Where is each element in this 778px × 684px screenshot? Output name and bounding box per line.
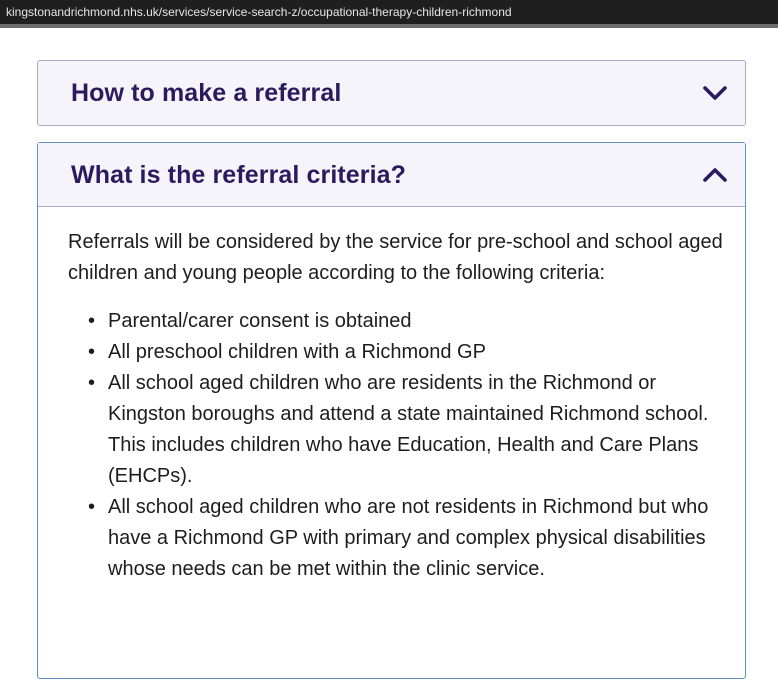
criteria-item-text: All school aged children who are not residents in Richmond but who have a Richmond GP with primary and complex physical disabilities whose needs can be met within the clinic service. — [108, 496, 709, 580]
accordion-how-to-make-a-referral — [37, 60, 746, 126]
criteria-item — [68, 368, 723, 492]
accordion-panel-referral-criteria — [68, 227, 723, 585]
criteria-item-text: All school aged children who are residents in the Richmond or Kingston boroughs and attend a state maintained Richmond school. This includes children who have Education, Health and Care Plans (EHCPs). — [108, 372, 709, 487]
accordion-title: How to make a referral — [71, 79, 342, 107]
criteria-item — [68, 306, 723, 337]
url-text: kingstonandrichmond.nhs.uk/services/service-search-z/occupational-therapy-children-richmond — [6, 5, 512, 19]
accordion-title: What is the referral criteria? — [71, 161, 407, 189]
criteria-intro: Referrals will be considered by the service for pre-school and school aged children and young people according to the following criteria: — [68, 231, 723, 284]
page-top-strip — [0, 24, 778, 31]
criteria-item — [68, 337, 723, 368]
accordion-header-how-to-make-a-referral[interactable] — [38, 61, 745, 125]
bullet-icon: • — [88, 496, 96, 518]
criteria-list — [68, 306, 723, 585]
chevron-up-icon — [701, 161, 729, 189]
criteria-item — [68, 492, 723, 585]
address-bar[interactable] — [0, 0, 778, 24]
bullet-icon: • — [88, 310, 96, 332]
accordion-header-referral-criteria[interactable] — [38, 143, 745, 207]
bullet-icon: • — [88, 341, 96, 363]
bullet-icon: • — [88, 372, 96, 394]
criteria-item-text: Parental/carer consent is obtained — [108, 310, 412, 332]
criteria-item-text: All preschool children with a Richmond GP — [108, 341, 486, 363]
accordion-referral-criteria — [37, 142, 746, 679]
chevron-down-icon — [701, 79, 729, 107]
